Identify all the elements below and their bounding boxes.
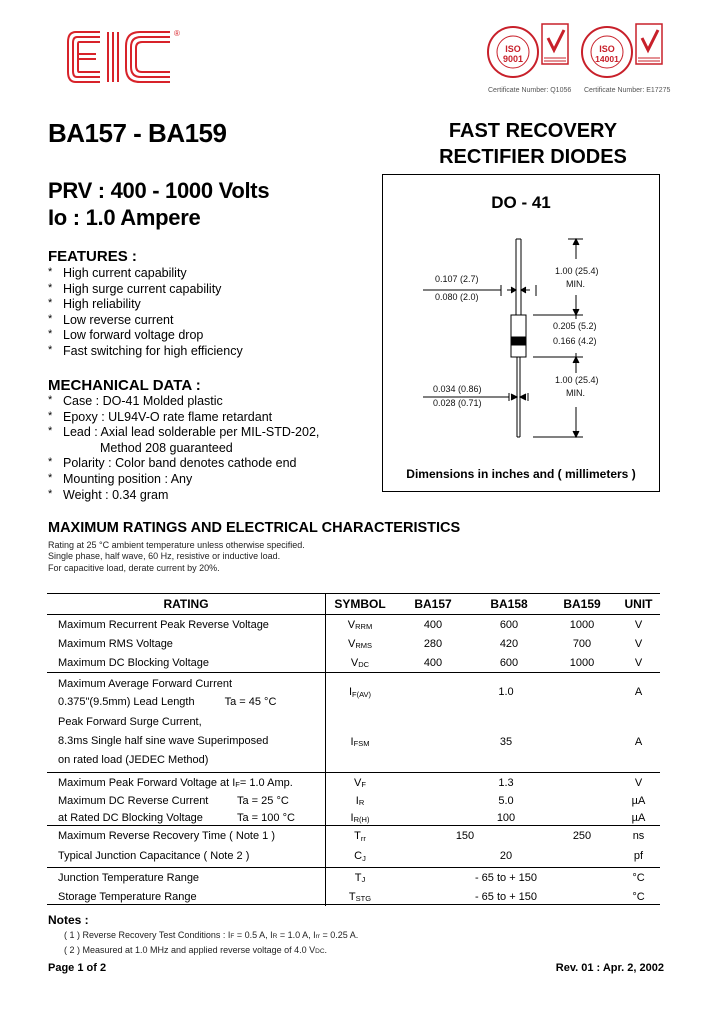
dim-bottom-lead-length: 1.00 (25.4) <box>555 375 599 385</box>
prv-rating: PRV : 400 - 1000 Volts <box>48 178 270 203</box>
table-row: Maximum Average Forward Current 0.375"(9.5mm) Lead Length Ta = 45 °C I F(AV) 1.0 A <box>58 678 643 708</box>
mechanical-item: * Polarity : Color band denotes cathode end <box>48 456 297 471</box>
ratings-condition-line: For capacitive load, derate current by 20%. <box>48 562 220 573</box>
package-drawing <box>383 175 661 493</box>
iso14001-label: ISO <box>599 44 615 54</box>
checkmark-icon <box>548 30 564 50</box>
iso14001-badge <box>580 22 670 89</box>
iso9001-badge <box>486 22 576 89</box>
col-header-ba158: BA158 <box>490 597 528 611</box>
table-header-row <box>47 594 660 614</box>
part-number-title: BA157 - BA159 <box>48 118 227 148</box>
feature-item: * High surge current capability <box>48 281 222 296</box>
ratings-conditions <box>48 540 305 574</box>
revision-date: Rev. 01 : Apr. 2, 2002 <box>555 962 664 974</box>
iso9001-label: ISO <box>505 44 521 54</box>
col-header-rating: RATING <box>163 597 209 611</box>
col-header-ba157: BA157 <box>414 597 452 611</box>
feature-item: * High current capability <box>48 266 187 280</box>
feature-item: * Low forward voltage drop <box>48 328 204 343</box>
dim-lead-diameter-max: 0.107 (2.7) <box>435 274 479 284</box>
dim-lead-diameter-min: 0.080 (2.0) <box>435 292 479 302</box>
table-row: Maximum Peak Forward Voltage at I F = 1.0 Amp. V F 1.3 V <box>58 776 643 789</box>
product-title <box>428 118 638 170</box>
iso14001-number: 14001 <box>595 54 619 64</box>
package-dimension-note: Dimensions in inches and ( millimeters ) <box>406 467 636 481</box>
mechanical-item: * Mounting position : Any <box>48 471 193 486</box>
mechanical-list <box>48 394 319 503</box>
table-row: Maximum RMS Voltage V RMS 280 420 700 V <box>58 637 643 650</box>
feature-item: * Fast switching for high efficiency <box>48 343 243 358</box>
table-row: Maximum Recurrent Peak Reverse Voltage V RRM 400 600 1000 V <box>58 618 643 631</box>
iso14001-caption: Certificate Number: E17275 <box>584 87 671 94</box>
mechanical-item: * Lead : Axial lead solderable per MIL-STD-202, <box>48 425 320 440</box>
table-row: Typical Junction Capacitance ( Note 2 ) C J 20 pf <box>58 850 644 863</box>
ratings-title: MAXIMUM RATINGS AND ELECTRICAL CHARACTERISTICS <box>48 520 461 536</box>
ratings-condition-line: Rating at 25 °C ambient temperature unless otherwise specified. <box>48 540 305 550</box>
mechanical-item: * Case : DO-41 Molded plastic <box>48 394 223 408</box>
checkmark-icon <box>642 30 658 50</box>
table-row: Maximum Reverse Recovery Time ( Note 1 ) T rr 150 250 ns <box>58 830 645 843</box>
col-header-ba159: BA159 <box>563 597 601 611</box>
mechanical-item: * Epoxy : UL94V-O rate flame retardant <box>48 409 273 424</box>
table-row: Maximum DC Blocking Voltage V DC 400 600 1000 V <box>58 656 643 669</box>
mechanical-item: * Weight : 0.34 gram <box>48 487 169 502</box>
registered-mark: ® <box>174 29 180 38</box>
note-1: ( 1 ) Reverse Recovery Test Conditions : IF = 0.5 A, IR = 1.0 A, Irr = 0.25 A. <box>64 930 359 940</box>
dim-wire-diameter-max: 0.034 (0.86) <box>433 384 482 394</box>
note-2: ( 2 ) Measured at 1.0 MHz and applied reverse voltage of 4.0 VDC. <box>64 945 328 955</box>
iso9001-number: 9001 <box>502 54 524 64</box>
package-name: DO - 41 <box>491 193 551 212</box>
product-title-line1: FAST RECOVERY <box>448 120 618 142</box>
ratings-table <box>47 593 660 905</box>
eic-logo-mark <box>66 26 190 90</box>
table-row: Junction Temperature Range T J - 65 to + 150 °C <box>58 871 645 884</box>
dim-wire-diameter-min: 0.028 (0.71) <box>433 398 482 408</box>
dim-body-length-max: 0.205 (5.2) <box>553 321 597 331</box>
dim-body-length-min: 0.166 (4.2) <box>553 336 597 346</box>
dim-top-lead-length: 1.00 (25.4) <box>555 266 599 276</box>
feature-item: * High reliability <box>48 297 141 312</box>
package-outline-box <box>382 174 660 492</box>
table-row: Storage Temperature Range T STG - 65 to + 150 °C <box>58 890 645 903</box>
mechanical-item-continued: Method 208 guaranteed <box>100 440 233 455</box>
iso9001-caption: Certificate Number: Q1056 <box>488 87 572 94</box>
eic-logo <box>66 26 190 90</box>
product-title-line2: RECTIFIER DIODES <box>439 146 627 168</box>
table-row: Peak Forward Surge Current, 8.3ms Single half sine wave Superimposed on rated load (JEDEC Method) I FSM 35 A <box>58 716 643 766</box>
io-rating: Io : 1.0 Ampere <box>48 205 201 230</box>
features-list <box>48 266 243 360</box>
ratings-condition-line: Single phase, half wave, 60 Hz, resistive or inductive load. <box>48 551 281 562</box>
table-row: at Rated DC Blocking Voltage Ta = 100 °C I R(H) 100 µA <box>58 811 646 824</box>
features-heading: FEATURES : <box>48 248 137 265</box>
page-number: Page 1 of 2 <box>48 962 107 974</box>
col-header-unit: UNIT <box>624 597 653 611</box>
table-row: Maximum DC Reverse Current Ta = 25 °C I R 5.0 µA <box>58 794 646 807</box>
col-header-symbol: SYMBOL <box>334 597 386 611</box>
notes-heading: Notes : <box>48 913 89 927</box>
feature-item: * Low reverse current <box>48 312 174 327</box>
mechanical-heading: MECHANICAL DATA : <box>48 377 201 394</box>
dim-top-lead-min: MIN. <box>566 279 585 289</box>
dim-bottom-lead-min: MIN. <box>566 388 585 398</box>
